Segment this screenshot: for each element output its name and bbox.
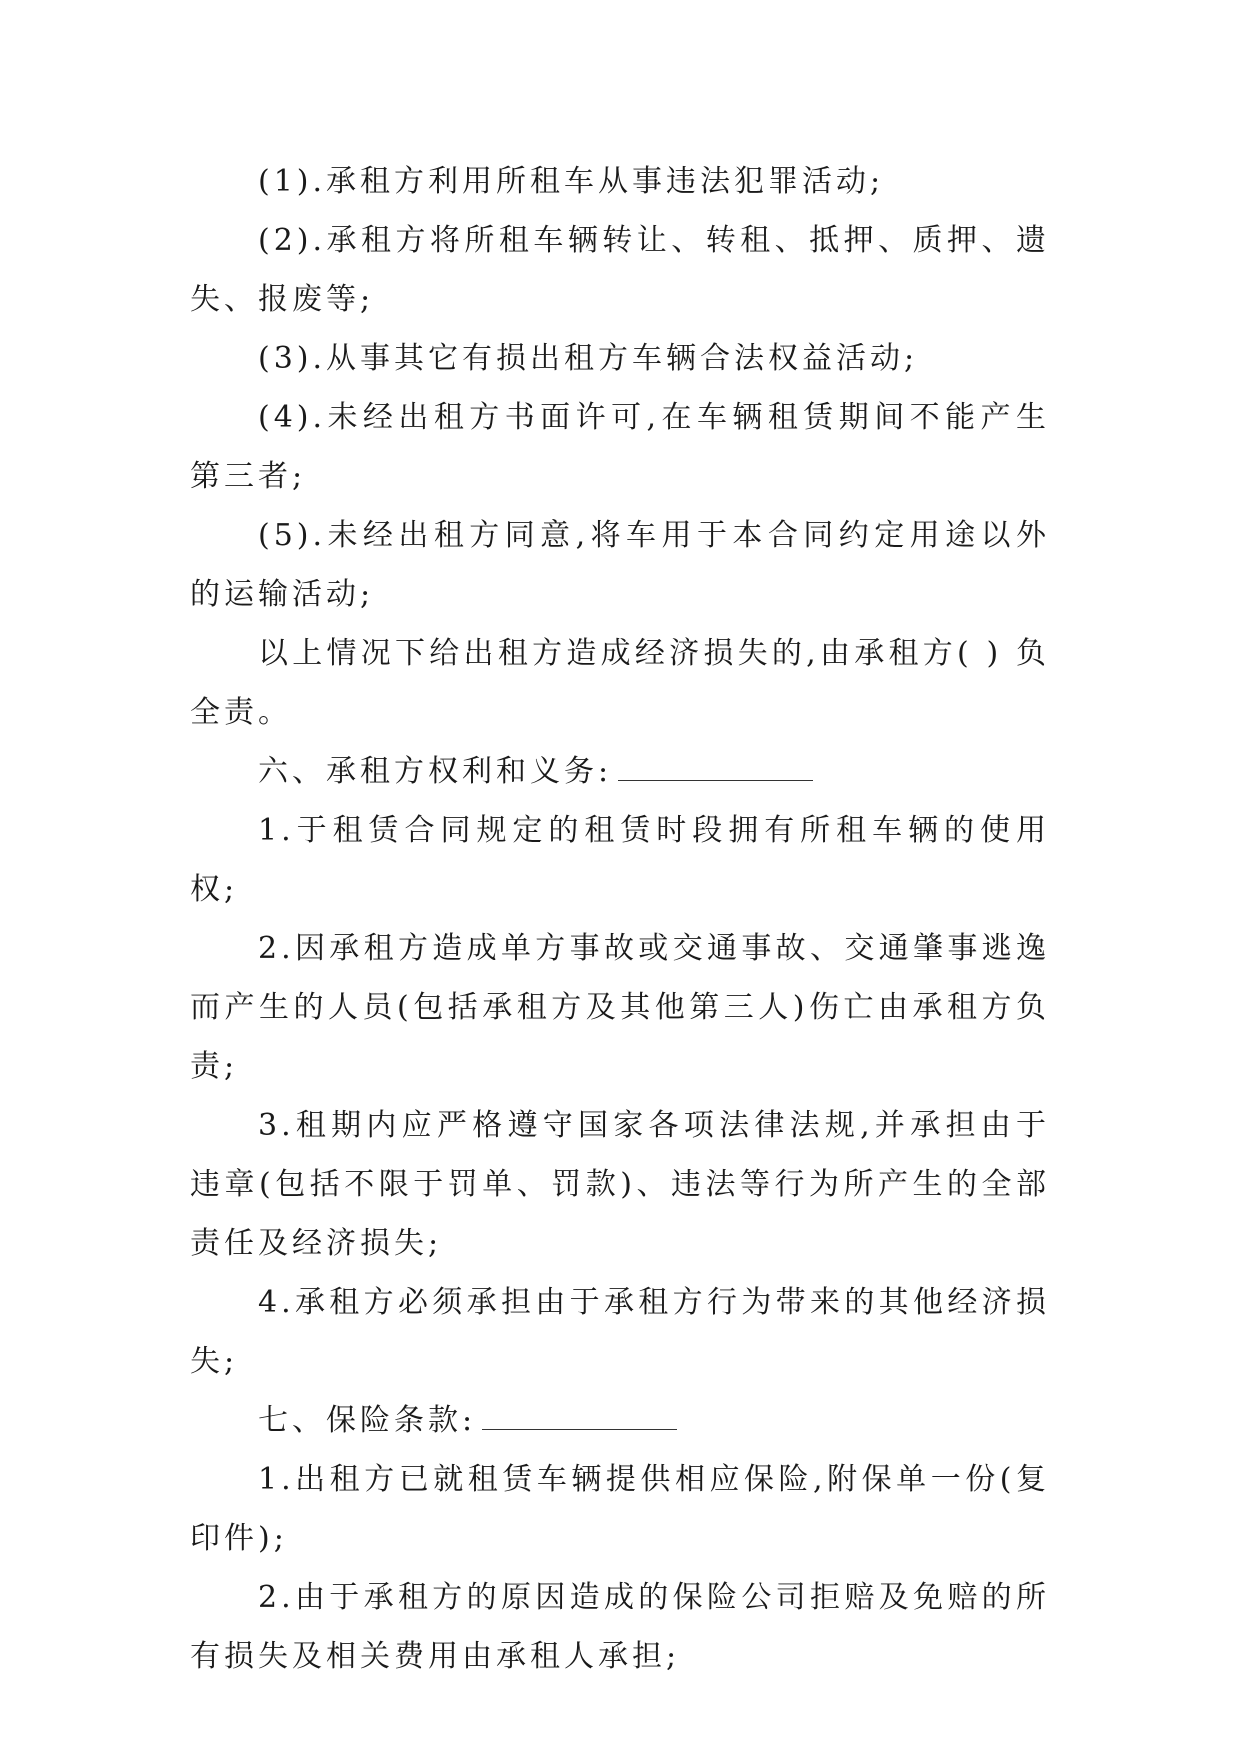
section-6-blank-line — [618, 758, 813, 781]
section-6-heading: 六、承租方权利和义务: — [258, 754, 613, 789]
clause-1-paragraph: (1).承租方利用所租车从事违法犯罪活动; — [258, 164, 885, 199]
section-7-item-2: 2.由于承租方的原因造成的保险公司拒赔及免赔的所有损失及相关费用由承租人承担; — [190, 1580, 1050, 1674]
clause-3-paragraph: (3).从事其它有损出租方车辆合法权益活动; — [258, 341, 919, 376]
section-7-blank-line — [482, 1407, 677, 1430]
section-6-item-3: 3.租期内应严格遵守国家各项法律法规,并承担由于违章(包括不限于罚单、罚款)、违法等行为所产生的全部责任及经济损失; — [190, 1108, 1050, 1261]
section-6-item-4: 4.承租方必须承担由于承租方行为带来的其他经济损失; — [190, 1285, 1050, 1379]
liability-paragraph: 以上情况下给出租方造成经济损失的,由承租方( ) 负全责。 — [190, 636, 1050, 730]
section-7-heading-line — [190, 1391, 1050, 1450]
section-6-item-2: 2.因承租方造成单方事故或交通事故、交通肇事逃逸而产生的人员(包括承租方及其他第三人)伤亡由承租方负责; — [190, 931, 1050, 1084]
clause-2-paragraph: (2).承租方将所租车辆转让、转租、抵押、质押、遗失、报废等; — [190, 223, 1050, 317]
clause-4-paragraph: (4).未经出租方书面许可,在车辆租赁期间不能产生第三者; — [190, 400, 1050, 494]
clause-5-paragraph: (5).未经出租方同意,将车用于本合同约定用途以外的运输活动; — [190, 518, 1050, 612]
document-body — [190, 152, 1050, 1686]
section-7-heading: 七、保险条款: — [258, 1403, 477, 1438]
section-7-item-1: 1.出租方已就租赁车辆提供相应保险,附保单一份(复印件); — [190, 1462, 1050, 1556]
section-6-item-1: 1.于租赁合同规定的租赁时段拥有所租车辆的使用权; — [190, 813, 1050, 907]
section-6-heading-line — [190, 742, 1050, 801]
